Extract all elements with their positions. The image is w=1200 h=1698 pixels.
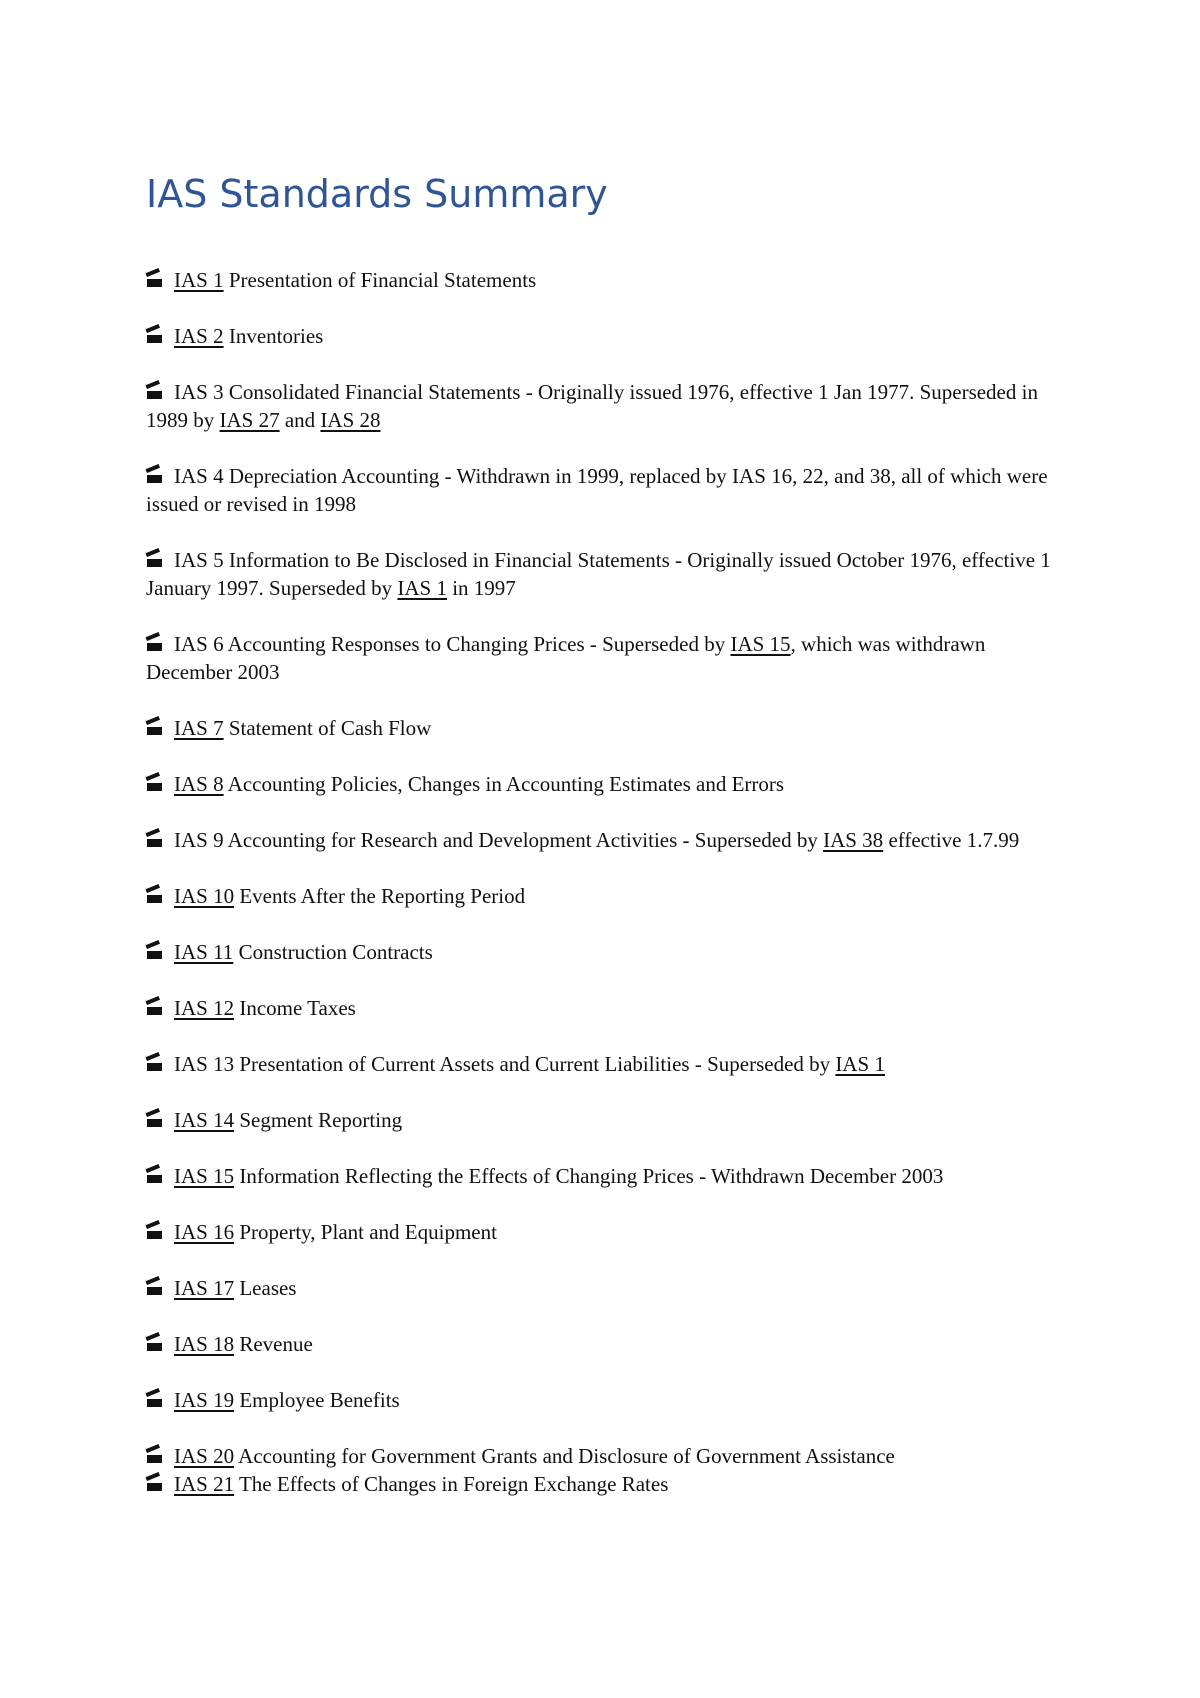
ias-15-link[interactable]: IAS 15 xyxy=(174,1164,235,1188)
ias-16-link[interactable]: IAS 16 xyxy=(174,1220,235,1244)
clapperboard-icon xyxy=(146,1112,163,1128)
list-item xyxy=(146,826,1066,854)
list-item xyxy=(146,1330,1066,1358)
entry-text: IAS 5 Information to Be Disclosed in Financial Statements - Originally issued October 1976, effective 1 January 1997. Superseded by xyxy=(146,548,1051,600)
list-item xyxy=(146,546,1066,602)
clapperboard-icon xyxy=(146,1280,163,1296)
ias-20-link[interactable]: IAS 20 xyxy=(174,1444,235,1468)
entry-text: Construction Contracts xyxy=(233,940,433,964)
ias-17-link[interactable]: IAS 17 xyxy=(174,1276,235,1300)
list-item xyxy=(146,1274,1066,1302)
list-item xyxy=(146,882,1066,910)
list-item xyxy=(146,1106,1066,1134)
entry-text: IAS 6 Accounting Responses to Changing Prices - Superseded by xyxy=(174,632,731,656)
entry-text: Leases xyxy=(234,1276,297,1300)
ias-38-link[interactable]: IAS 38 xyxy=(823,828,884,852)
entry-text: IAS 4 Depreciation Accounting - Withdrawn in 1999, replaced by IAS 16, 22, and 38, all of which were issued or revised in 1998 xyxy=(146,464,1048,516)
list-item xyxy=(146,770,1066,798)
entry-text: IAS 9 Accounting for Research and Development Activities - Superseded by xyxy=(174,828,824,852)
ias-10-link[interactable]: IAS 10 xyxy=(174,884,235,908)
ias-21-link[interactable]: IAS 21 xyxy=(174,1472,235,1496)
clapperboard-icon xyxy=(146,720,163,736)
list-item xyxy=(146,1386,1066,1414)
list-item xyxy=(146,994,1066,1022)
clapperboard-icon xyxy=(146,636,163,652)
list-item xyxy=(146,1050,1066,1078)
ias-28-link[interactable]: IAS 28 xyxy=(320,408,381,432)
clapperboard-icon xyxy=(146,1336,163,1352)
list-item xyxy=(146,630,1066,686)
entry-text: and xyxy=(279,408,321,432)
entry-text: Inventories xyxy=(223,324,324,348)
clapperboard-icon xyxy=(146,1056,163,1072)
list-item xyxy=(146,378,1066,434)
ias-8-link[interactable]: IAS 8 xyxy=(174,772,224,796)
ias-1-link[interactable]: IAS 1 xyxy=(397,576,447,600)
clapperboard-icon xyxy=(146,888,163,904)
entry-text: IAS 13 Presentation of Current Assets and Current Liabilities - Superseded by xyxy=(174,1052,836,1076)
entry-text: Information Reflecting the Effects of Changing Prices - Withdrawn December 2003 xyxy=(234,1164,944,1188)
clapperboard-icon xyxy=(146,1476,163,1492)
clapperboard-icon xyxy=(146,1000,163,1016)
ias-18-link[interactable]: IAS 18 xyxy=(174,1332,235,1356)
clapperboard-icon xyxy=(146,272,163,288)
clapperboard-icon xyxy=(146,944,163,960)
list-item xyxy=(146,1162,1066,1190)
entry-text: Employee Benefits xyxy=(234,1388,400,1412)
clapperboard-icon xyxy=(146,328,163,344)
list-item xyxy=(146,266,1066,294)
clapperboard-icon xyxy=(146,1224,163,1240)
clapperboard-icon xyxy=(146,384,163,400)
entry-text: Events After the Reporting Period xyxy=(234,884,526,908)
ias-14-link[interactable]: IAS 14 xyxy=(174,1108,235,1132)
entry-text: Revenue xyxy=(234,1332,313,1356)
document-title: IAS Standards Summary xyxy=(146,172,608,216)
list-item xyxy=(146,1470,1066,1498)
clapperboard-icon xyxy=(146,1168,163,1184)
clapperboard-icon xyxy=(146,832,163,848)
entry-text: Accounting for Government Grants and Disclosure of Government Assistance xyxy=(234,1444,895,1468)
clapperboard-icon xyxy=(146,552,163,568)
ias-12-link[interactable]: IAS 12 xyxy=(174,996,235,1020)
entry-text: Segment Reporting xyxy=(234,1108,403,1132)
entry-text: The Effects of Changes in Foreign Exchange Rates xyxy=(234,1472,669,1496)
entry-text: IAS 3 Consolidated Financial Statements - Originally issued 1976, effective 1 Jan 1977. Superseded in 1989 by xyxy=(146,380,1038,432)
list-item xyxy=(146,1218,1066,1246)
entry-text: Presentation of Financial Statements xyxy=(223,268,537,292)
clapperboard-icon xyxy=(146,776,163,792)
clapperboard-icon xyxy=(146,468,163,484)
list-item xyxy=(146,1442,1066,1470)
ias-15-link[interactable]: IAS 15 xyxy=(730,632,791,656)
clapperboard-icon xyxy=(146,1392,163,1408)
entry-text: Property, Plant and Equipment xyxy=(234,1220,497,1244)
list-item xyxy=(146,938,1066,966)
entry-text: Income Taxes xyxy=(234,996,356,1020)
clapperboard-icon xyxy=(146,1448,163,1464)
ias-1-link[interactable]: IAS 1 xyxy=(174,268,224,292)
entry-text: Accounting Policies, Changes in Accounting Estimates and Errors xyxy=(223,772,785,796)
entry-text: Statement of Cash Flow xyxy=(223,716,432,740)
list-item xyxy=(146,322,1066,350)
entry-text: effective 1.7.99 xyxy=(883,828,1020,852)
ias-19-link[interactable]: IAS 19 xyxy=(174,1388,235,1412)
ias-11-link[interactable]: IAS 11 xyxy=(174,940,234,964)
ias-27-link[interactable]: IAS 27 xyxy=(219,408,280,432)
standards-list xyxy=(146,266,1066,1526)
list-item xyxy=(146,462,1066,518)
list-item xyxy=(146,714,1066,742)
entry-text: in 1997 xyxy=(446,576,516,600)
ias-7-link[interactable]: IAS 7 xyxy=(174,716,224,740)
ias-1-link[interactable]: IAS 1 xyxy=(835,1052,885,1076)
ias-2-link[interactable]: IAS 2 xyxy=(174,324,224,348)
entry-text: , which was withdrawn December 2003 xyxy=(146,632,986,684)
